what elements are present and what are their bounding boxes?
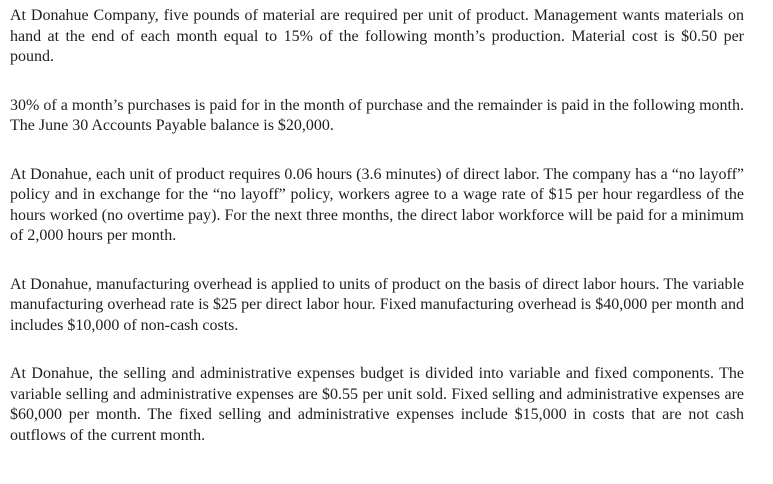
paragraph-manufacturing-overhead: At Donahue, manufacturing overhead is applied to units of product on the basis of direct labor hours. The variable manufacturing overhead rate is $25 per direct labor hour. Fixed manufacturing overhead is $40,000 per month and includes $10,000 of non-cash costs. <box>10 275 744 334</box>
paragraph-direct-labor: At Donahue, each unit of product requires 0.06 hours (3.6 minutes) of direct labor. The company has a “no layoff” policy and in exchange for the “no layoff” policy, workers agree to a wage rate of $15 per hour regardless of the hours worked (no overtime pay). For the next three months, the direct labor workforce will be paid for a minimum of 2,000 hours per month. <box>10 165 744 244</box>
document-body <box>10 6 744 446</box>
paragraph-materials: At Donahue Company, five pounds of material are required per unit of product. Management wants materials on hand at the end of each month equal to 15% of the following month’s production. Material cost is $0.50 per pound. <box>10 7 744 65</box>
paragraph-purchases-payment: 30% of a month’s purchases is paid for in the month of purchase and the remainder is paid in the following month. The June 30 Accounts Payable balance is $20,000. <box>10 96 744 134</box>
paragraph-selling-admin-expenses: At Donahue, the selling and administrative expenses budget is divided into variable and fixed components. The variable selling and administrative expenses are $0.55 per unit sold. Fixed selling and administrative expenses are $60,000 per month. The fixed selling and administrative expenses include $15,000 in costs that are not cash outflows of the current month. <box>10 365 744 444</box>
